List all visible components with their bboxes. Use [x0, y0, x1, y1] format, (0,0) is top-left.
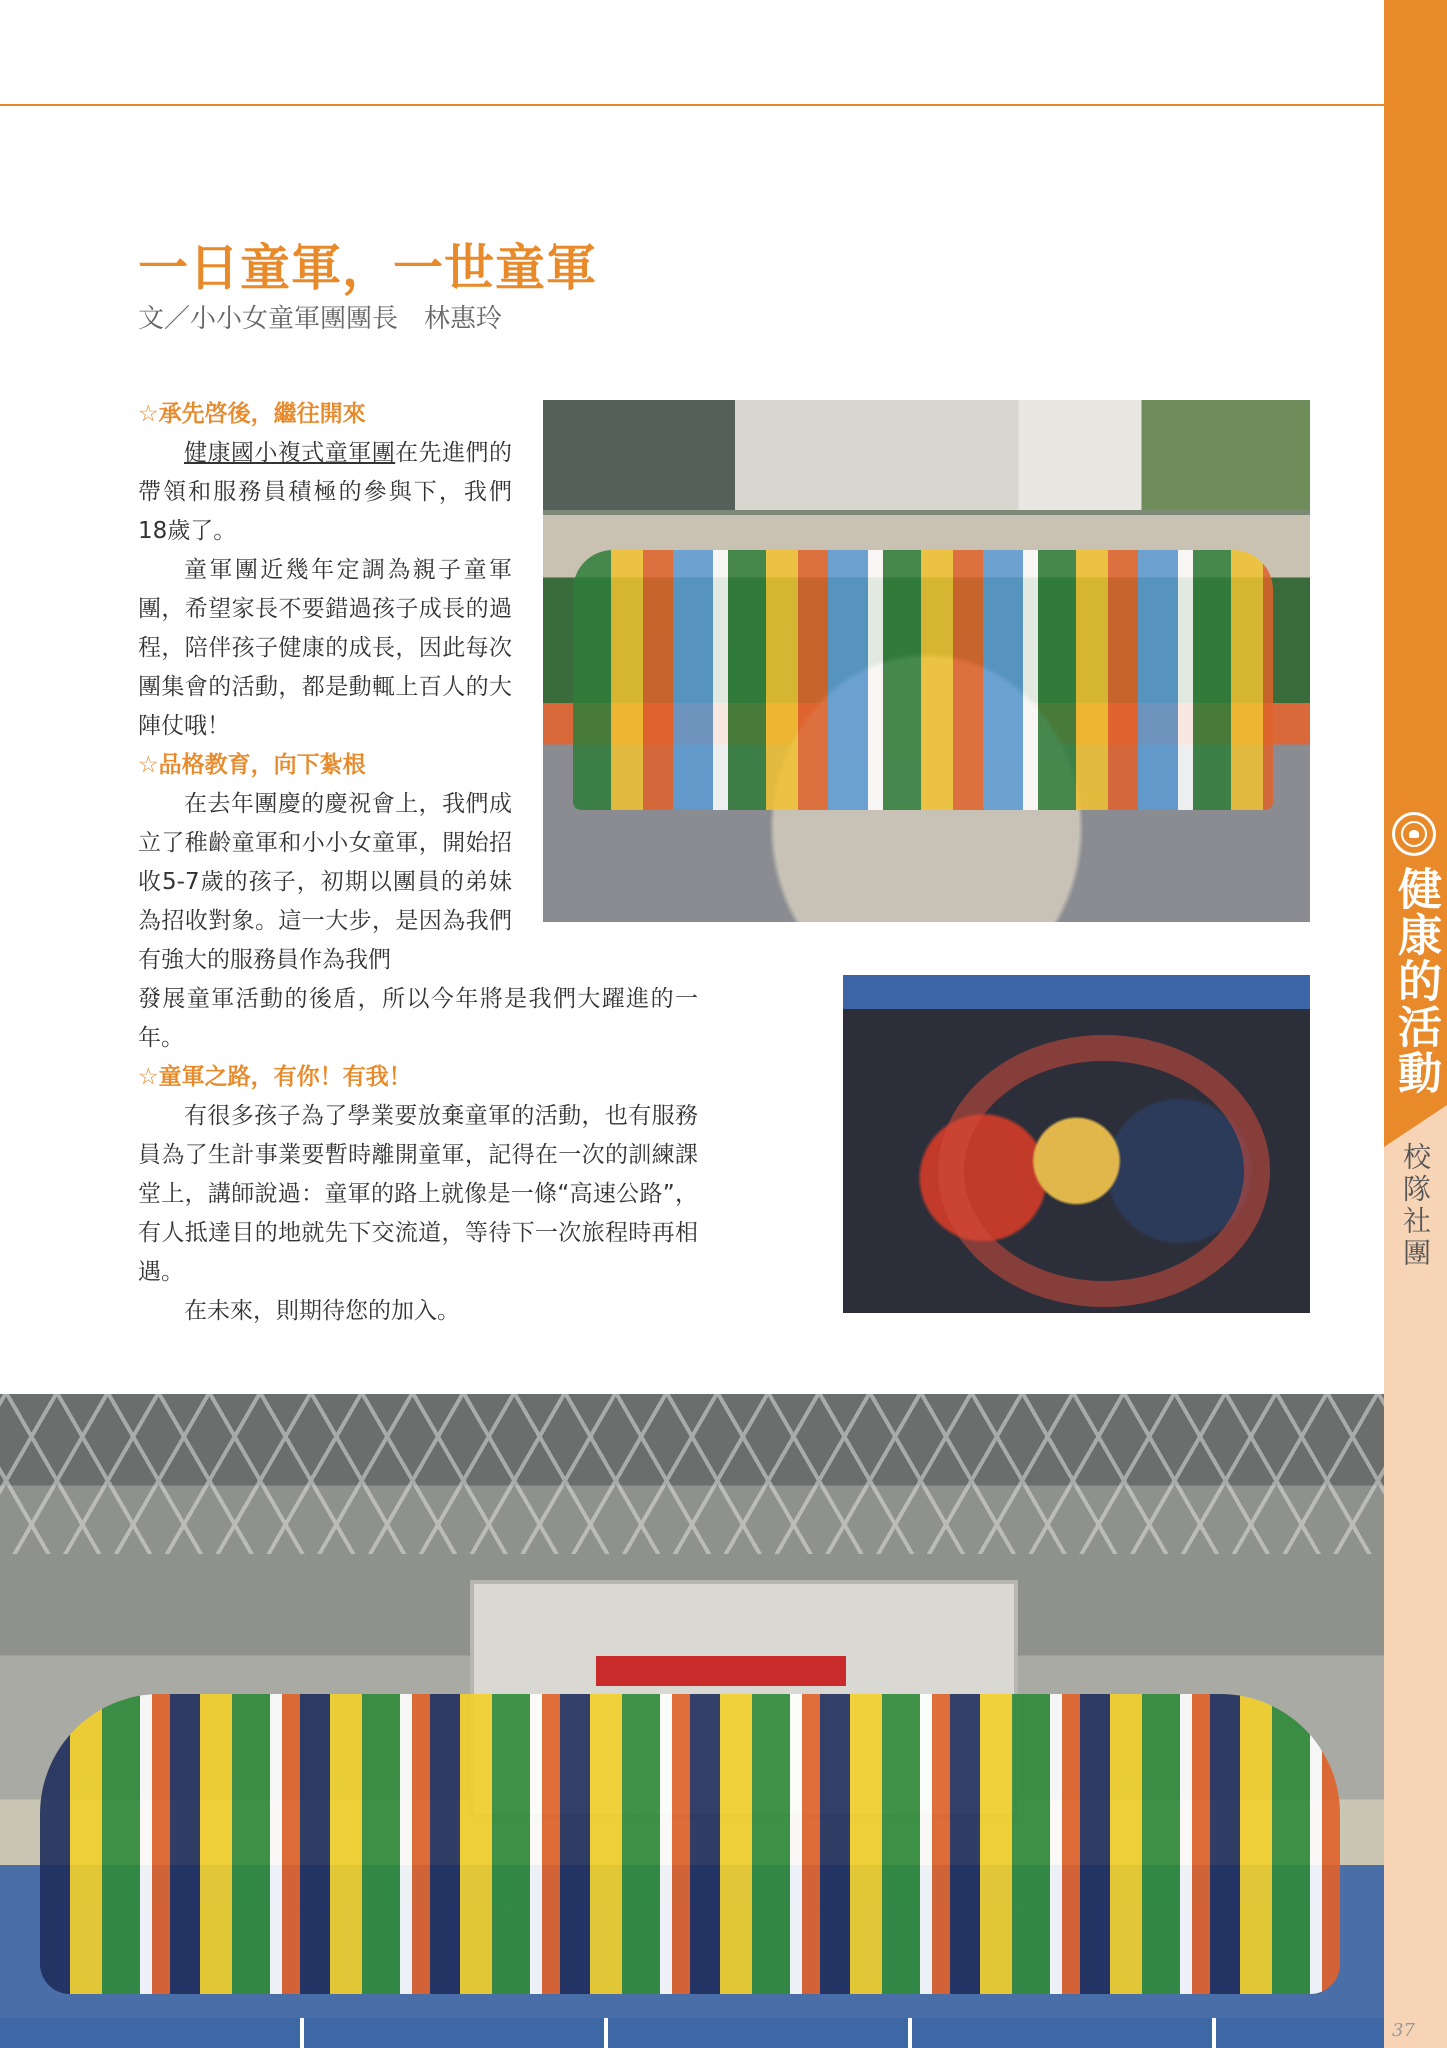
section-heading: ☆童軍之路，有你！有我！ [138, 1064, 412, 1090]
paragraph: 有很多孩子為了學業要放棄童軍的活動，也有服務員為了生計事業要暫時離開童軍，記得在一次的訓練課堂上，講師說過：童軍的路上就像是一條“高速公路”，有人抵達目的地就先下交流道，等待下一次旅程時再相遇。 [138, 1103, 698, 1285]
side-tab-notch [1384, 1105, 1447, 1147]
paragraph: 在去年團慶的慶祝會上，我們成立了稚齡童軍和小小女童軍，開始招收5-7歲的孩子，初期以團員的弟妹為招收對象。這一大步，是因為我們有強大的服務員作為我們 [138, 791, 512, 973]
paragraph [138, 434, 512, 551]
section-heading: ☆品格教育，向下紮根 [138, 752, 366, 778]
side-tab-category[interactable]: 健康的活動 [1390, 866, 1441, 1096]
header-rule [0, 104, 1384, 106]
school-emblem-icon [1392, 812, 1436, 856]
team-name: 健康國小複式童軍團 [184, 440, 396, 466]
paragraph-text: 在先進們的帶領和服務員積極的參與下，我們18歲了。 [138, 440, 513, 544]
photo-group-portrait [0, 1394, 1384, 2048]
photo-children-in-uniform [543, 400, 1310, 922]
section-heading: ☆承先啓後，繼往開來 [138, 401, 366, 427]
photo-group-circle-activity [843, 975, 1310, 1313]
article-byline: 文／小小女童軍團團長 林惠玲 [138, 304, 503, 334]
paragraph: 在未來，則期待您的加入。 [184, 1298, 460, 1324]
article-body-column-wide [138, 980, 698, 1058]
paragraph-continued: 發展童軍活動的後盾，所以今年將是我們大躍進的一年。 [138, 986, 698, 1051]
article-title: 一日童軍，一世童軍 [138, 238, 597, 297]
paragraph: 童軍團近幾年定調為親子童軍團，希望家長不要錯過孩子成長的過程，陪伴孩子健康的成長，因此每次團集會的活動，都是動輒上百人的大陣仗哦！ [138, 557, 512, 739]
article-body-column-wide [138, 1058, 698, 1331]
page-number: 37 [1392, 2020, 1415, 2041]
side-tab-subcategory[interactable]: 校隊社團 [1399, 1142, 1432, 1270]
article-body-column [138, 395, 512, 980]
